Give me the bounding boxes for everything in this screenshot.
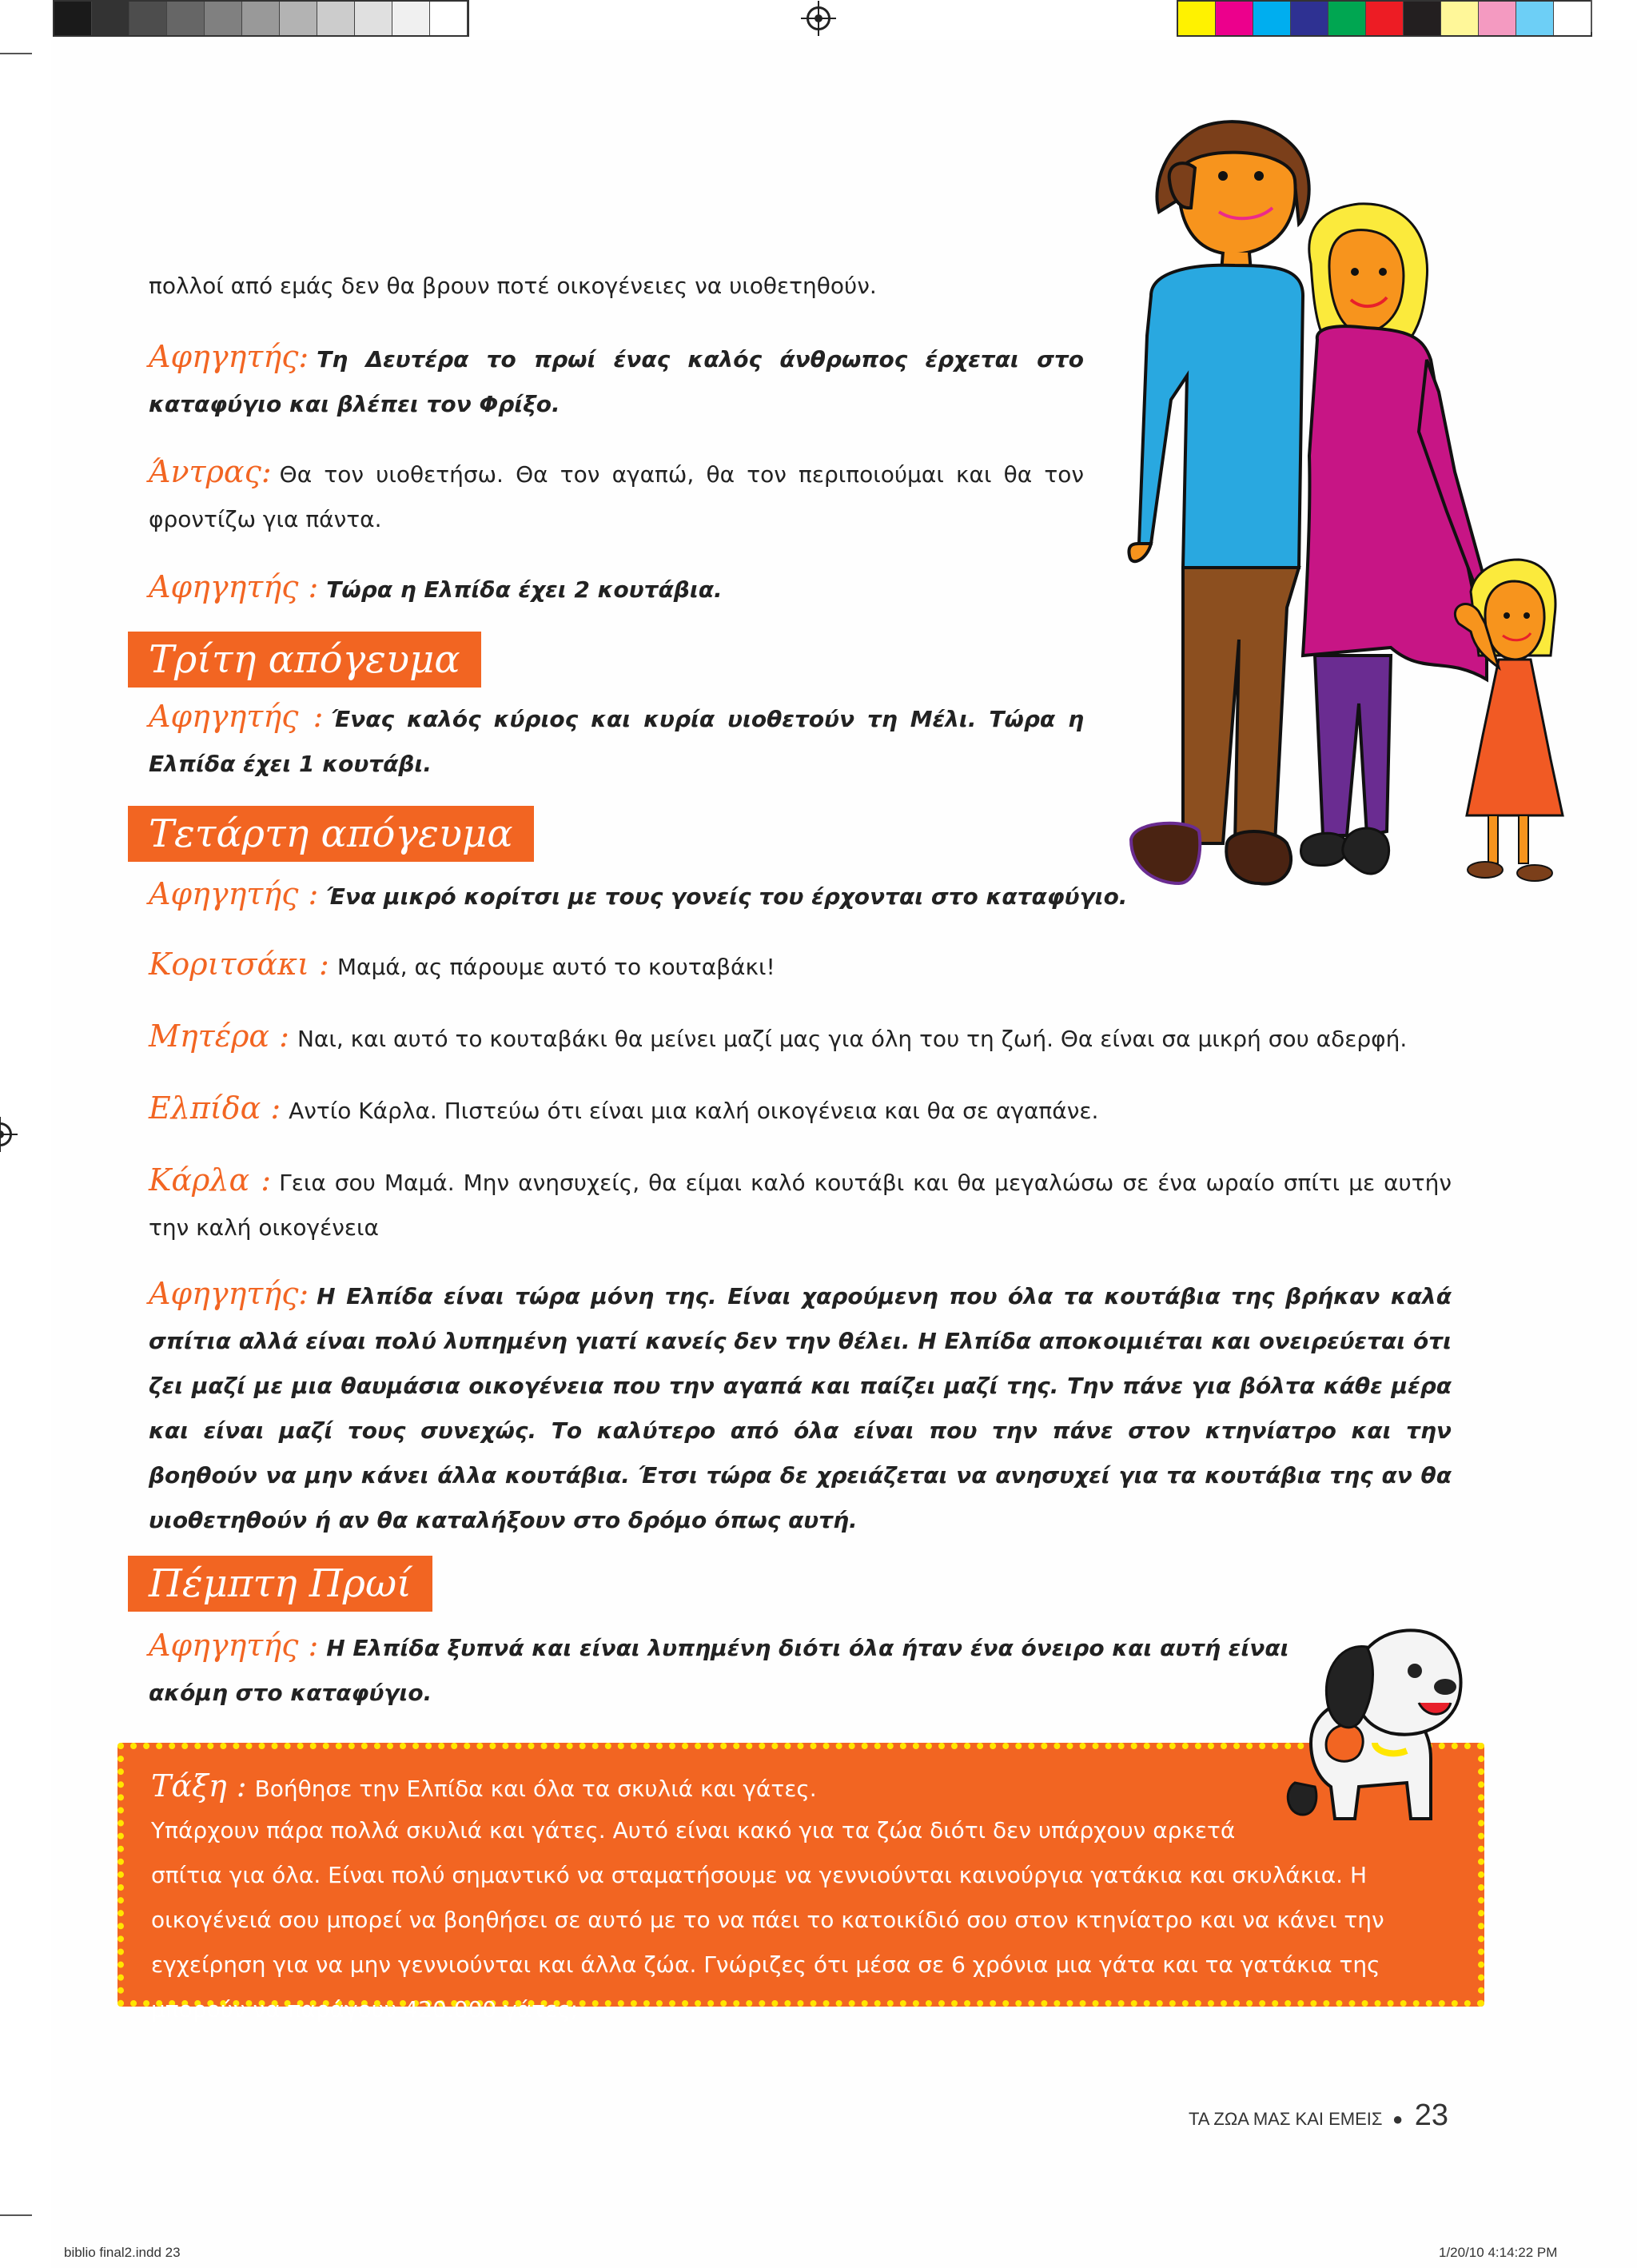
section-banner-thursday: Πέμπτη Πρωί [128, 1556, 432, 1612]
paragraph-intro: πολλοί από εμάς δεν θα βρουν ποτέ οικογένειες να υιοθετηθούν. [149, 273, 877, 299]
family-illustration [1103, 96, 1583, 895]
section-banner-tuesday: Τρίτη απόγευμα [128, 632, 481, 688]
dialogue-narrator-two-puppies [149, 564, 1084, 612]
dialogue-mother [149, 1014, 1452, 1062]
man-figure [1129, 122, 1308, 883]
infobox-line-3: σπίτια για όλα. Είναι πολύ σημαντικό να σταματήσουμε να γεννιούνται καινούργια γατάκια και σκυλάκια. Η [151, 1862, 1368, 1888]
speaker-label: Αφηγητής : [149, 876, 319, 911]
dialogue-text: Μαμά, ας πάρουμε αυτό το κουταβάκι! [337, 954, 775, 980]
speaker-label: Άντρας: [149, 454, 272, 489]
infobox-text: Βοήθησε την Ελπίδα και όλα τα σκυλιά και γάτες. [254, 1776, 817, 1802]
dialogue-narrator-meli [149, 694, 1084, 787]
timestamp-slug: 1/20/10 4:14:22 PM [1439, 2245, 1558, 2260]
speaker-label: Αφηγητής: [149, 339, 309, 374]
page-footer [1189, 2099, 1448, 2133]
dialogue-karla [149, 1158, 1452, 1250]
file-slug: biblio final2.indd 23 [64, 2245, 181, 2260]
dialogue-elpida [149, 1086, 1452, 1134]
infobox-line-1 [151, 1764, 817, 1812]
speaker-label: Αφηγητής: [149, 1276, 309, 1311]
dialogue-text: Η Ελπίδα ξυπνά και είναι λυπημένη διότι όλα ήταν ένα όνειρο και αυτή είναι ακόμη στο καταφύγιο. [149, 1635, 1289, 1706]
speaker-label: Τάξη : [151, 1768, 247, 1804]
page-number: 23 [1414, 2099, 1448, 2132]
girl-figure [1455, 560, 1563, 881]
dialogue-text: Αντίο Κάρλα. Πιστεύω ότι είναι μια καλή οικογένεια και θα σε αγαπάνε. [289, 1098, 1099, 1124]
registration-mark-left [0, 1122, 12, 1146]
dialogue-text: Τώρα η Ελπίδα έχει 2 κουτάβια. [326, 576, 723, 603]
dialogue-text: Γεια σου Μαμά. Μην ανησυχείς, θα είμαι καλό κουτάβι και θα μεγαλώσω σε ένα ωραίο σπίτι με αυτήν την καλή οικογένεια [149, 1170, 1452, 1241]
dialogue-text: Ένας καλός κύριος και κυρία υιοθετούν τη Μέλι. Τώρα η Ελπίδα έχει 1 κουτάβι. [149, 706, 1084, 777]
dialogue-narrator-dream [149, 1271, 1452, 1543]
speaker-label: Κοριτσάκι : [149, 947, 329, 982]
crop-mark [0, 53, 32, 54]
crop-mark [1591, 0, 1592, 32]
dialogue-text: Ένα μικρό κορίτσι με τους γονείς του έρχονται στο καταφύγιο. [326, 883, 1128, 910]
speaker-label: Αφηγητής : [149, 699, 324, 734]
infobox-line-6: μπορούν να παράγουν 420.000 γάτες; [151, 1996, 579, 2023]
registration-mark-top [807, 6, 830, 30]
speaker-label: Αφηγητής : [149, 1628, 319, 1663]
color-calibration-bar [1177, 0, 1592, 37]
dialogue-text: Η Ελπίδα είναι τώρα μόνη της. Είναι χαρούμενη που όλα τα κουτάβια της βρήκαν καλά σπίτια αλλά είναι πολύ λυπημένη γιατί κανείς δεν την θέλει. Η Ελπίδα αποκοιμιέται και ονειρεύεται ότι ζει μαζί με μια θαυμάσια οικογένεια που την αγαπά και παίζει μαζί της. Την πάνε για βόλτα κάθε μέρα και είναι μαζί τους συνεχώς. Το καλύτερο από όλα είναι που την πάνε στον κτηνίατρο και την βοηθούν να μην κάνει άλλα κουτάβια. Έτσι τώρα δε χρειάζεται να ανησυχεί για τα κουτάβια της αν θα υιοθετηθούν ή αν θα καταλήξουν στο δρόμο όπως αυτή. [149, 1283, 1452, 1533]
dog-illustration [1279, 1623, 1471, 1831]
woman-figure [1301, 204, 1487, 874]
dialogue-narrator-wakes [149, 1623, 1364, 1716]
speaker-label: Μητέρα : [149, 1018, 289, 1054]
speaker-label: Αφηγητής : [149, 569, 319, 604]
dialogue-narrator-girl [149, 871, 1188, 919]
dialogue-text: Τη Δευτέρα το πρωί ένας καλός άνθρωπος έρχεται στο καταφύγιο και βλέπει τον Φρίξο. [149, 346, 1084, 417]
grayscale-calibration-bar [53, 0, 469, 37]
infobox-line-5: εγχείρηση για να μην γεννιούνται και άλλα ζώα. Γνώριζες ότι μέσα σε 6 χρόνια μια γάτα και τα γατάκια της [151, 1951, 1380, 1978]
infobox-line-2: Υπάρχουν πάρα πολλά σκυλιά και γάτες. Αυτό είναι κακό για τα ζώα διότι δεν υπάρχουν αρκετά [151, 1817, 1236, 1843]
dialogue-little-girl [149, 942, 1452, 990]
speaker-label: Ελπίδα : [149, 1090, 281, 1126]
speaker-label: Κάρλα : [149, 1162, 272, 1198]
section-banner-wednesday: Τετάρτη απόγευμα [128, 806, 534, 862]
infobox-line-4: οικογένειά σου μπορεί να βοηθήσει σε αυτό με το να πάει το κατοικίδιό σου στον κτηνίατρο και να κάνει την [151, 1907, 1384, 1933]
crop-mark [0, 2214, 32, 2216]
bullet-separator: ● [1392, 2109, 1404, 2129]
dialogue-narrator-monday [149, 334, 1084, 427]
running-title: ΤΑ ΖΩΑ ΜΑΣ ΚΑΙ ΕΜΕΙΣ [1189, 2109, 1383, 2129]
dialogue-man [149, 449, 1084, 542]
dialogue-text: Θα τον υιοθετήσω. Θα τον αγαπώ, θα τον περιποιούμαι και θα τον φροντίζω για πάντα. [149, 461, 1084, 532]
dialogue-text: Ναι, και αυτό το κουταβάκι θα μείνει μαζί μας για όλη του τη ζωή. Θα είναι σα μικρή σου αδερφή. [297, 1026, 1408, 1052]
